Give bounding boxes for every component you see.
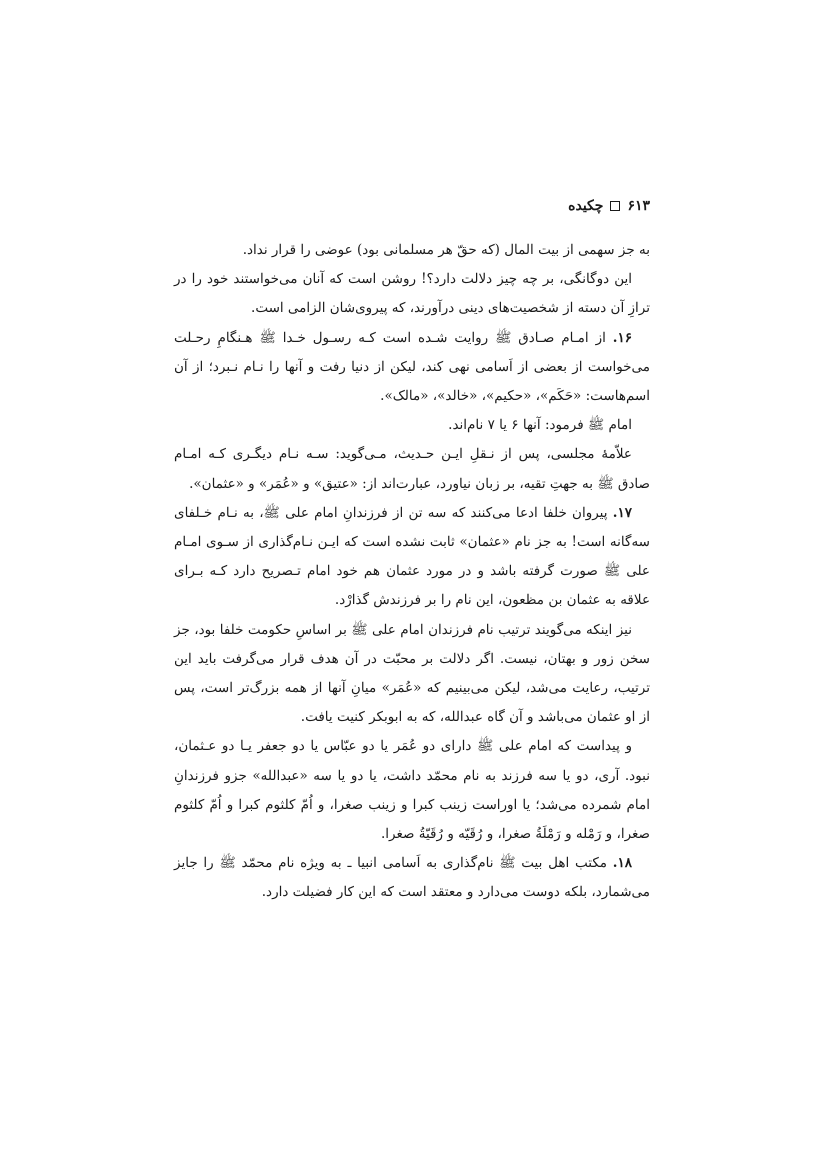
paragraph-7: نیز اینکه می‌گویند ترتیب نام فرزندان امام علی ﷺ بر اساسِ حکومت خلفا بود، جز سخن زور و بهتان، نیست. اگر دلالت بر محبّت در آن هدف قرار می‌گرفت باید این ترتیب، رعایت می‌شد، لیکن می‌بینیم که «عُمَر» میانِ آنها از همه بزرگ‌تر است، پس از او عثمان می‌باشد و آن گاه عبدالله، که به ابوبکر کنیت یافت. xyxy=(174,621,650,726)
header-title: چکیده xyxy=(568,198,604,214)
paragraph-4: امام ﷺ فرمود: آنها ۶ یا ۷ نام‌اند. xyxy=(448,417,632,434)
paragraph-8: و پیداست که امام علی ﷺ دارای دو عُمَر یا دو عبّاس یا دو جعفر یـا دو عـثمان، نبود. آری، دو یا سه فرزند به نام محمّد داشت، یا دو یا سه «عبدالله» جزو فرزندانِ امام شمرده می‌شد؛ یا اوراست زینب کبرا و زینب صغرا، و اُمّ کلثوم کبرا و اُمّ کلثوم صغرا، و رَمْله و رَمْلَةُ صغرا، و رُقَیّه و رُقَیّةُ صغرا. xyxy=(174,738,650,843)
item-number: ۱۸. xyxy=(612,855,632,872)
item-number: ۱۷. xyxy=(612,504,632,521)
page-number: ۶۱۳ xyxy=(627,198,650,214)
paragraph-9: ۱۸. مکتب اهل بیت ﷺ نام‌گذاری به اَسامی انبیا ـ به ویژه نام محمّد ﷺ را جایز می‌شمارد، بلکه دوست می‌دارد و معتقد است که این کار فضیلت دارد. xyxy=(174,855,650,901)
square-ornament-icon xyxy=(610,201,620,211)
paragraph-2: این دوگانگی، بر چه چیز دلالت دارد؟! روشن است که آنان می‌خواستند خود را در ترازِ آن دسته از شخصیت‌های دینی درآورند، که پیروی‌شان الزامی است. xyxy=(174,271,650,317)
paragraph-5: علاّمۀ مجلسی، پس از نـقلِ ایـن حـدیث، مـی‌گوید: سـه نـام دیگـری کـه امـام صادق ﷺ به جهتِ تقیه، بر زبان نیاورد، عبارت‌اند از: «عتیق» و «عُمَر» و «عثمان». xyxy=(174,446,650,492)
paragraph-3: ۱۶. از امـام صـادق ﷺ روایت شـده است کـه رسـول خـدا ﷺ هـنگامِ رحـلت می‌خواست از بعضی از اَسامی نهی کند، لیکن از دنیا رفت و آنها را نـام نـبرد؛ از آن اسم‌هاست: «حَکَم»، «حکیم»، «خالد»، «مالک». xyxy=(174,329,650,405)
body-text xyxy=(174,236,650,908)
paragraph-6: ۱۷. پیروان خلفا ادعا می‌کنند که سه تن از فرزندانِ امام علی ﷺ، به نـام خـلفای سه‌گانه است! به جز نام «عثمان» ثابت نشده است که ایـن نـام‌گذاری از سـوی امـام علی ﷺ صورت گرفته باشد و در مورد عثمان هم خود امام تـصریح دارد کـه بـرای علاقه به عثمان بن مظعون، این نام را بر فرزندش گذارْد. xyxy=(174,504,650,609)
paragraph-1: به جز سهمی از بیت المال (که حقّ هر مسلمانی بود) عوضی را قرار نداد. xyxy=(242,242,650,258)
running-header xyxy=(568,198,650,214)
item-number: ۱۶. xyxy=(612,329,632,346)
